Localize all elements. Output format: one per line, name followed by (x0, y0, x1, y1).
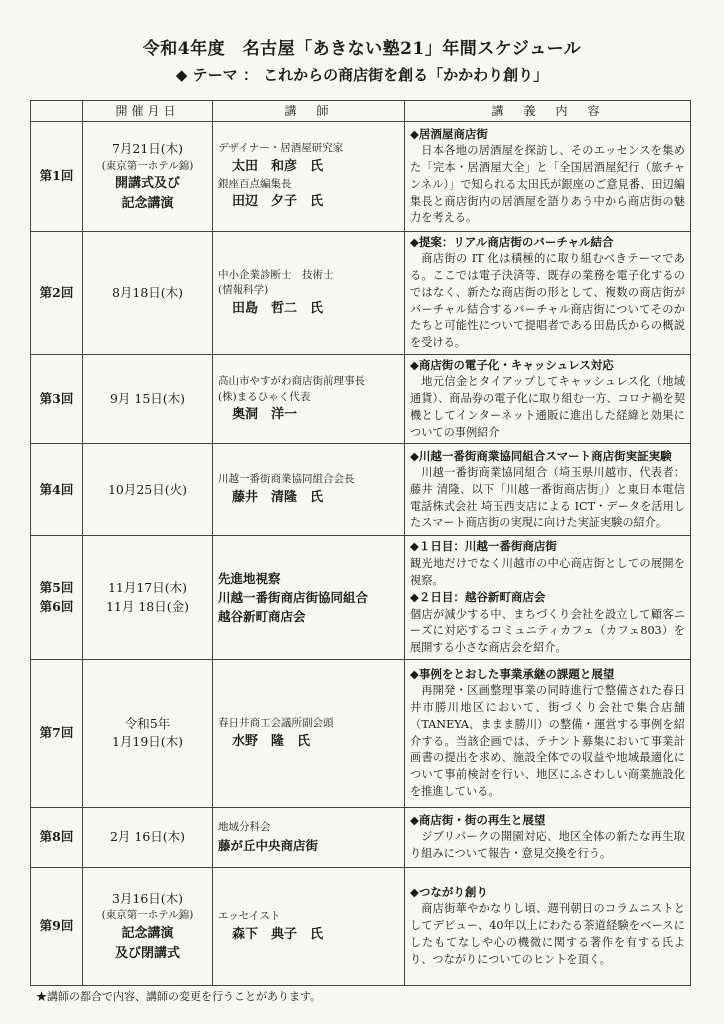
session-label: 第3回 (39, 390, 74, 406)
content-cell (405, 232, 691, 355)
header-content: 講 義 内 容 (405, 101, 691, 122)
table-row (31, 659, 691, 807)
session-number (31, 232, 83, 355)
content-heading: ◆２日目：越谷新町商店会 (410, 590, 546, 605)
schedule-table (30, 100, 691, 986)
date-line: 11月17日(木) (107, 579, 188, 595)
lecturer-org: 地域分科会 (218, 820, 271, 833)
session-label-2: 第6回 (39, 598, 74, 614)
content-body: 地元信金とタイアップしてキャッシュレス化（地域通貨）、商品券の電子化に取り組む一方、コロナ禍を契機としてインターネット通販に進出した経緯と効果についての事例紹介 (410, 375, 685, 439)
session-number (31, 536, 83, 659)
lecturer-group-line: 川越一番街商店街協同組合 (218, 590, 369, 606)
table-row (31, 536, 691, 659)
content-cell (405, 355, 691, 444)
session-label: 第2回 (39, 284, 74, 300)
content-cell (405, 444, 691, 536)
session-number (31, 807, 83, 867)
lecturer-name: 太田 和彦 氏 (232, 159, 324, 174)
lecturer-org: 川越一番街商業協同組合会長 (218, 473, 355, 486)
footnote: ★講師の都合で内容、講師の変更を行うことがあります。 (36, 990, 322, 1003)
lecturer-cell (213, 232, 405, 355)
lecturer-org-2: (株)まるひゃく代表 (218, 390, 311, 403)
session-date (83, 122, 213, 232)
content-heading: ◆事例をとおした事業承継の課題と展望 (410, 667, 615, 682)
header-lecturer: 講 師 (213, 101, 405, 122)
schedule-body (31, 122, 691, 986)
session-number (31, 659, 83, 807)
date-line: 及び閉講式 (114, 945, 180, 961)
session-label: 第5回 (39, 579, 74, 595)
date-line: 8月18日(木) (111, 284, 184, 300)
lecturer-org: 中小企業診断士 技術士 (218, 268, 334, 281)
date-line: 記念講演 (121, 195, 174, 211)
lecturer-cell (213, 355, 405, 444)
header-row (31, 101, 691, 122)
lecturer-group-line: 越谷新町商店会 (218, 609, 306, 625)
lecturer-cell (213, 444, 405, 536)
lecturer-org: 高山市やすがわ商店街前理事長 (218, 374, 365, 387)
session-date (83, 807, 213, 867)
lecturer-group-line: 藤が丘中央商店街 (218, 837, 319, 853)
content-body: 再開発・区画整理事業の同時進行で整備された春日井市勝川地区において、街づくり会社で集合店舗（TANEYA、ままま勝川）の整備・運営する事例を紹介する。当該企画では、テナント募集において事業計画書の提出を求め、施設全体での収益や地域最適化について事前検討を行い、地区にふさわしい商業施設化を推進している。 (410, 684, 685, 799)
lecturer-group-line: 先進地視察 (218, 570, 281, 586)
session-date (83, 867, 213, 985)
lecturer-name: 奥洞 洋一 (232, 407, 298, 423)
content-cell (405, 867, 691, 985)
content-body: 観光地だけでなく川越市の中心商店街としての展開を視察。 (410, 556, 685, 587)
header-session (31, 101, 83, 122)
content-body: 川越一番街商業協同組合（埼玉県川越市、代表者：藤井 清隆、以下「川越一番街商店街」）と東日本電信電話株式会社 埼玉西支店による ICT・データを活用したスマート商店街の実現に向けた実証実験の紹介。 (410, 466, 685, 530)
date-line: 記念講演 (121, 926, 174, 942)
content-body: 商店街の IT 化は積極的に取り組むべきテーマである。ここでは電子決済等、既存の業務を電子化するのではなく、新たな商店街の形として、複数の商店街がバーチャル結合するバーチャル商店街についてそのかたちと可能性について提唱者である田島氏からの概説を受ける。 (410, 252, 685, 350)
date-line: 1月19日(木) (111, 734, 184, 750)
lecturer-name: 藤井 清隆 氏 (232, 490, 324, 506)
content-heading: ◆１日目：川越一番街商店街 (410, 539, 557, 554)
session-date (83, 659, 213, 807)
content-cell (405, 536, 691, 659)
lecturer-name: 田島 哲二 氏 (232, 301, 324, 317)
lecturer-name: 田辺 夕子 氏 (232, 194, 324, 210)
date-line: (東京第一ホテル錦) (101, 159, 194, 172)
lecturer-cell (213, 122, 405, 232)
lecturer-org: 銀座百点編集長 (218, 177, 292, 190)
content-heading: ◆商店街・街の再生と展望 (410, 813, 546, 828)
table-row (31, 807, 691, 867)
content-heading: ◆提案：リアル商店街のバーチャル結合 (410, 235, 614, 249)
lecturer-org: エッセイスト (218, 909, 281, 922)
content-body: 個店が減少する中、まちづくり会社を設立して顧客ニーズに対応するコミュニティカフェ（カフェ803）を展開する小さな商店会を紹介。 (410, 607, 685, 655)
session-label: 第8回 (39, 829, 74, 845)
session-number (31, 355, 83, 444)
table-row (31, 122, 691, 232)
content-cell (405, 122, 691, 232)
date-line: 令和5年 (124, 715, 171, 731)
date-line: 2月 16日(木) (109, 829, 186, 845)
session-number (31, 867, 83, 985)
session-date (83, 536, 213, 659)
session-date (83, 232, 213, 355)
content-body: ジブリパークの開園対応、地区全体の新たな再生取り組みについて報告・意見交換を行う。 (410, 830, 685, 861)
date-line: 9月 15日(木) (109, 390, 186, 406)
page-title: 令和4年度 名古屋「あきない塾21」年間スケジュール (142, 39, 582, 59)
session-number (31, 122, 83, 232)
session-label: 第9回 (39, 918, 74, 934)
content-heading: ◆居酒屋商店街 (410, 126, 488, 141)
date-line: 7月21日(木) (111, 140, 184, 156)
content-cell (405, 659, 691, 807)
header-date: 開催月日 (83, 101, 213, 122)
lecturer-org: 春日井商工会議所副会頭 (218, 716, 334, 729)
lecturer-org-2: (情報科学) (218, 284, 269, 297)
table-row (31, 355, 691, 444)
lecturer-org: デザイナー・居酒屋研究家 (218, 142, 344, 155)
lecturer-cell (213, 659, 405, 807)
session-label: 第4回 (39, 481, 74, 497)
session-date (83, 355, 213, 444)
lecturer-cell (213, 867, 405, 985)
theme-line: ◆ テーマ ： これからの商店街を創る「かかわり創り」 (175, 66, 549, 84)
content-heading: ◆商店街の電子化・キャッシュレス対応 (410, 358, 614, 373)
table-row (31, 232, 691, 355)
session-date (83, 444, 213, 536)
session-number (31, 444, 83, 536)
lecturer-cell (213, 807, 405, 867)
content-cell (405, 807, 691, 867)
date-line: (東京第一ホテル錦) (101, 909, 194, 922)
date-line: 11月 18日(金) (105, 598, 190, 614)
lecturer-name: 森下 典子 氏 (232, 926, 324, 942)
table-row (31, 444, 691, 536)
date-line: 開講式及び (114, 176, 180, 192)
content-heading: ◆つながり創り (410, 885, 488, 900)
content-heading: ◆川越一番街商業協同組合スマート商店街実証実験 (410, 448, 672, 463)
lecturer-cell (213, 536, 405, 659)
session-label: 第7回 (39, 725, 74, 741)
content-body: 商店街華やかなりし頃、週刊朝日のコラムニストとしてデビュー、40年以上にわたる茶道経験をベースにしたもてなしや心の機微に関する著作を有する氏より、つながりについてのヒントを頂く。 (410, 902, 685, 966)
session-label: 第1回 (39, 168, 74, 184)
table-row (31, 867, 691, 985)
lecturer-name: 水野 隆 氏 (232, 733, 311, 749)
date-line: 3月16日(木) (111, 890, 184, 906)
content-body: 日本各地の居酒屋を探訪し、そのエッセンスを集めた「完本・居酒屋大全」と「全国居酒屋紀行（旅チャンネル）」で知られる太田氏が銀座のご意見番、田辺編集長と商店街内の居酒屋を語りあう中から商店街の魅力を考える。 (410, 144, 685, 225)
date-line: 10月25日(火) (107, 481, 188, 497)
